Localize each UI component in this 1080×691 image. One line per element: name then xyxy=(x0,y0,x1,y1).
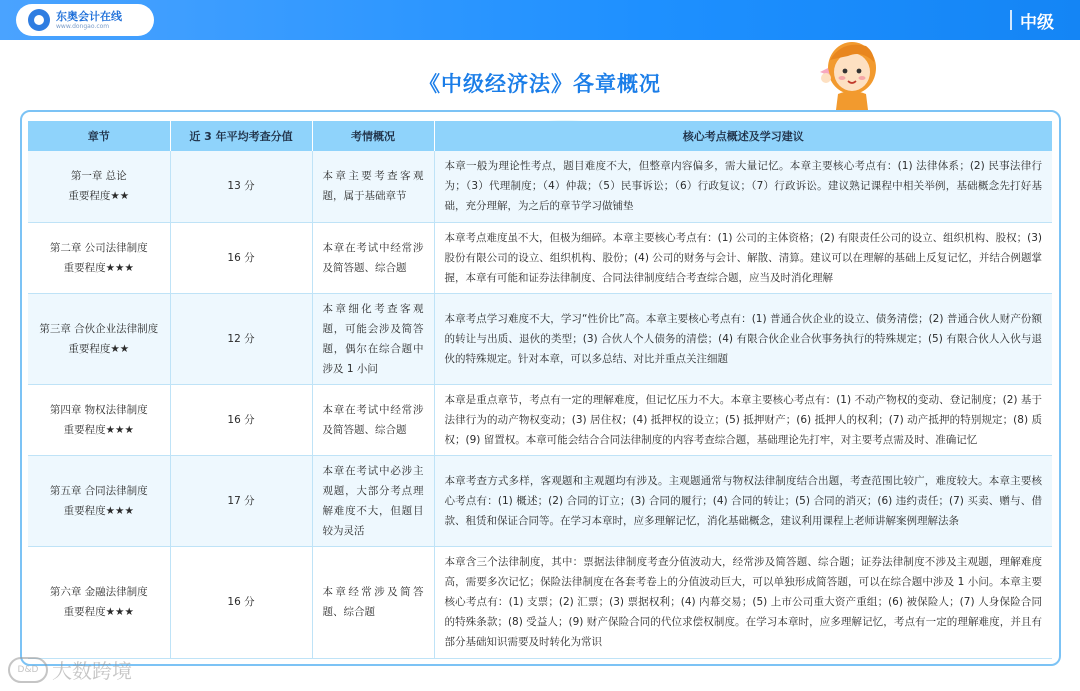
core-cell: 本章含三个法律制度，其中：票据法律制度考查分值波动大，经常涉及简答题、综合题；证券法律制度不涉及主观题，理解难度高，需要多次记忆；保险法律制度在各套考卷上的分值波动巨大，可以单独形成简答题，可以在综合题中涉及 1 小问。本章主要核心考点有：(1) 支票；(2) 汇票；(3) 票据权利；(4) 内幕交易；(5) 上市公司重大资产重组；(6) 被保险人；(7) 人身保险合同的特殊条款；(8) 受益人；(9) 财产保险合同的代位求偿权制度。在学习本章时，应多理解记忆，考点有一定的理解难度，并且有部分基础知识需要及时转化为常识 xyxy=(434,546,1052,658)
core-cell: 本章一般为理论性考点，题目难度不大，但整章内容偏多，需大量记忆。本章主要核心考点有：(1) 法律体系；(2) 民事法律行为；（3）代理制度；（4）仲裁；（5）民事诉讼；（6）行政复议；（7）行政诉讼。建议熟记课程中相关举例，基础概念先打好基础，充分理解，为之后的章节学习做铺垫 xyxy=(434,151,1052,222)
header-score: 近 3 年平均考查分值 xyxy=(170,121,312,151)
chapter-name: 第三章 合伙企业法律制度 xyxy=(39,322,159,335)
situation-cell: 本章经常涉及简答题、综合题 xyxy=(312,546,434,658)
core-cell: 本章是重点章节，考点有一定的理解难度，但记忆压力不大。本章主要核心考点有：(1) 不动产物权的变动、登记制度；(2) 基于法律行为的动产物权变动；(3) 居住权；(4) 抵押权的设立；(5) 抵押财产；(6) 抵押人的权利；(7) 动产抵押的特别规定；(8) 质权；(9) 留置权。本章可能会结合合同法律制度的内容考查综合题，基础理论先打牢，对主要考点需及时、准确记忆 xyxy=(434,384,1052,455)
importance-rating: 重要程度★★★ xyxy=(63,606,134,618)
importance-rating: 重要程度★★★ xyxy=(63,261,134,274)
situation-cell: 本章在考试中经常涉及简答题、综合题 xyxy=(312,384,434,455)
table-header-row xyxy=(28,121,1052,151)
core-cell: 本章考点难度虽不大，但极为细碎。本章主要核心考点有：(1) 公司的主体资格；(2) 有限责任公司的设立、组织机构、股权；(3) 股份有限公司的设立、组织机构、股份；(4) 公司的财务与会计、解散、清算。建议可以在理解的基础上反复记忆，并结合例题掌握，本章有可能和证券法律制度、合同法律制度结合考查综合题，应当及时消化理解 xyxy=(434,222,1052,293)
situation-cell: 本章主要考查客观题，属于基础章节 xyxy=(312,151,434,222)
top-header-bar xyxy=(0,0,1080,40)
logo-name: 东奥会计在线 xyxy=(56,9,122,23)
logo-url: www.dongao.com xyxy=(56,22,110,30)
chapter-cell xyxy=(28,222,170,293)
chapter-cell xyxy=(28,384,170,455)
dongao-logo-icon xyxy=(28,9,50,31)
situation-cell: 本章在考试中必涉主观题，大部分考点理解难度不大，但题目较为灵活 xyxy=(312,455,434,546)
chapter-overview-table xyxy=(28,121,1052,659)
watermark-logo-icon: D&D xyxy=(8,657,48,683)
importance-rating: 重要程度★★ xyxy=(68,190,130,203)
score-cell: 16 分 xyxy=(170,222,312,293)
score-cell: 16 分 xyxy=(170,546,312,658)
chapter-name: 第五章 合同法律制度 xyxy=(49,484,148,497)
importance-rating: 重要程度★★ xyxy=(68,342,130,355)
header-situation: 考情概况 xyxy=(312,121,434,151)
score-cell: 17 分 xyxy=(170,455,312,546)
table-row xyxy=(28,546,1052,658)
table-row xyxy=(28,455,1052,546)
score-cell: 16 分 xyxy=(170,384,312,455)
score-cell: 13 分 xyxy=(170,151,312,222)
chapter-name: 第六章 金融法律制度 xyxy=(49,586,148,598)
header-chapter: 章节 xyxy=(28,121,170,151)
core-cell: 本章考点学习难度不大，学习“性价比”高。本章主要核心考点有：(1) 普通合伙企业的设立、债务清偿；(2) 普通合伙人财产份额的转让与出质、退伙的类型；(3) 合伙人个人债务的清偿；(4) 有限合伙企业合伙事务执行的特殊规定；(5) 有限合伙人入伙与退伙的特殊规定。针对本章，可以多总结、对比并重点关注细题 xyxy=(434,293,1052,384)
table-row xyxy=(28,293,1052,384)
score-cell: 12 分 xyxy=(170,293,312,384)
importance-rating: 重要程度★★★ xyxy=(63,504,134,517)
chapter-cell xyxy=(28,151,170,222)
watermark-text: 大数跨境 xyxy=(52,659,132,683)
chapter-cell xyxy=(28,293,170,384)
table-row xyxy=(28,222,1052,293)
situation-cell: 本章在考试中经常涉及简答题、综合题 xyxy=(312,222,434,293)
core-cell: 本章考查方式多样，客观题和主观题均有涉及。主观题通常与物权法律制度结合出题，考查范围比较广，难度较大。本章主要核心考点有：(1) 概述；(2) 合同的订立；(3) 合同的履行；(4) 合同的转让；(5) 合同的消灭；(6) 违约责任；(7) 买卖、赠与、借款、租赁和保证合同等。在学习本章时，应多理解记忆，消化基础概念，建议利用课程上老师讲解案例理解法条 xyxy=(434,455,1052,546)
chapter-cell xyxy=(28,455,170,546)
chapter-cell xyxy=(28,546,170,658)
footer-watermark xyxy=(8,655,132,684)
importance-rating: 重要程度★★★ xyxy=(63,423,134,436)
chapter-name: 第四章 物权法律制度 xyxy=(49,403,148,416)
table-row xyxy=(28,384,1052,455)
brand-logo[interactable] xyxy=(16,4,154,36)
chapter-name: 第二章 公司法律制度 xyxy=(49,241,148,254)
header-divider xyxy=(1010,10,1012,30)
page-title: 《中级经济法》各章概况 xyxy=(419,72,661,96)
level-label: 中级 xyxy=(1020,13,1054,33)
chapter-name: 第一章 总论 xyxy=(70,170,127,183)
situation-cell: 本章细化考查客观题，可能会涉及简答题，偶尔在综合题中涉及 1 小问 xyxy=(312,293,434,384)
header-core: 核心考点概述及学习建议 xyxy=(434,121,1052,151)
table-row xyxy=(28,151,1052,222)
